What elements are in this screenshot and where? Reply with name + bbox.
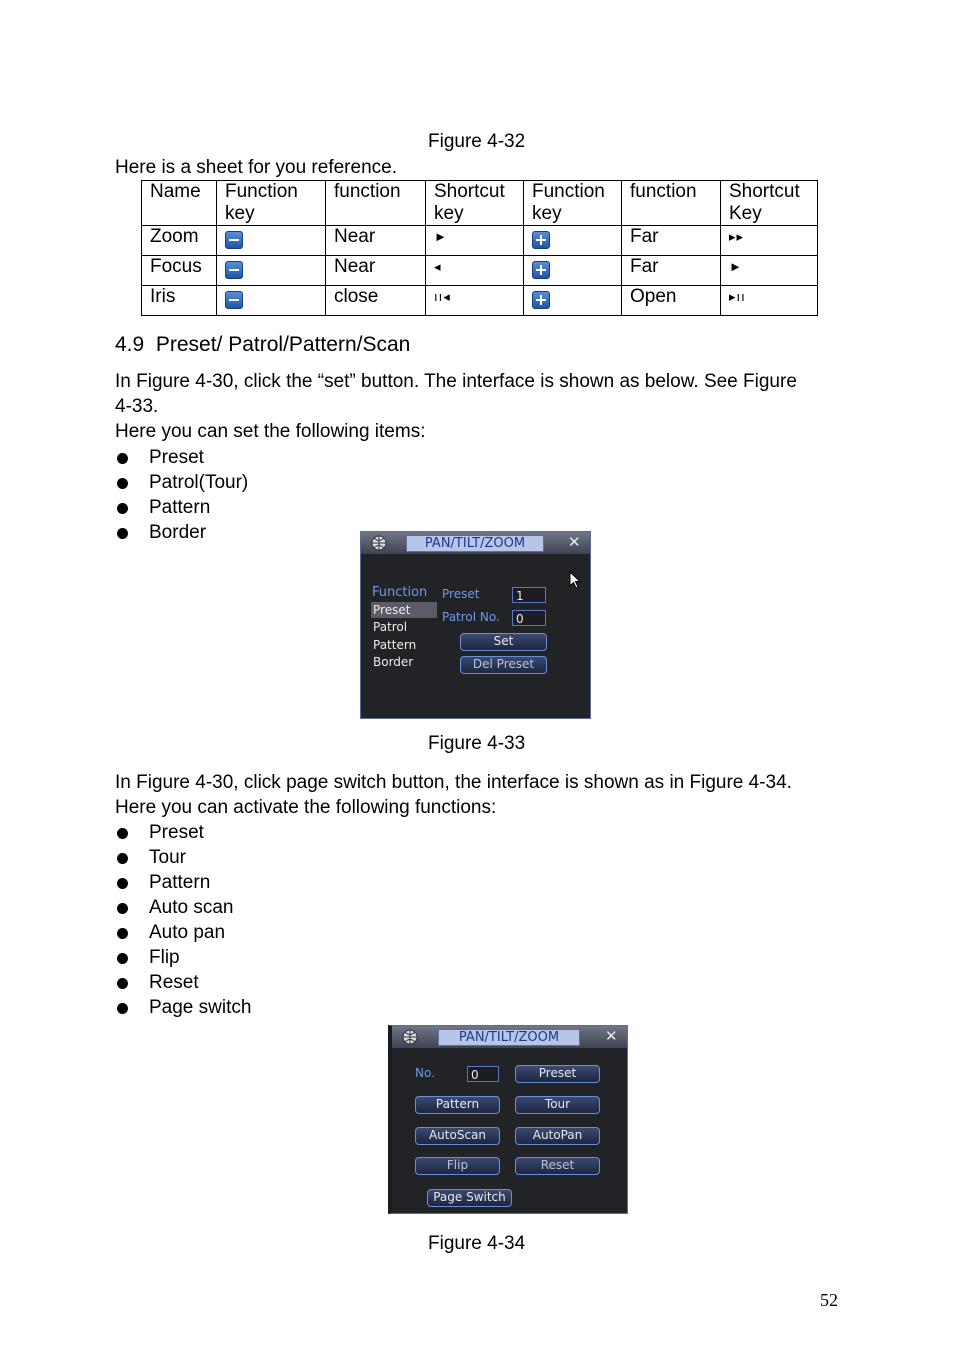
row-name: Iris	[142, 286, 217, 316]
function-cell: Open	[622, 286, 721, 316]
preset-button[interactable]: Preset	[515, 1065, 600, 1083]
function-cell: close	[326, 286, 426, 316]
header-cell: Shortcut key	[426, 181, 524, 226]
table-row	[142, 226, 818, 256]
functions-list	[115, 820, 251, 1020]
list-item: Flip	[115, 945, 251, 970]
paragraph-line: Here you can set the following items:	[115, 421, 426, 442]
function-cell: Near	[326, 256, 426, 286]
header-cell: function	[326, 181, 426, 226]
list-item: Reset	[115, 970, 251, 995]
page-switch-button[interactable]: Page Switch	[427, 1189, 512, 1207]
header-cell: Name	[142, 181, 217, 226]
section-heading: 4.9 Preset/ Patrol/Pattern/Scan	[115, 333, 411, 356]
paragraph-line: 4-33.	[115, 396, 159, 417]
plus-icon	[532, 261, 550, 279]
paragraph-line: In Figure 4-30, click page switch button, the interface is shown as in Figure 4-34.	[115, 772, 792, 793]
list-item: Patrol(Tour)	[115, 470, 248, 495]
shortcut-cell: ▸▸	[721, 226, 818, 256]
minus-icon	[225, 231, 243, 249]
dialog-title-bar	[392, 1026, 627, 1048]
no-label: No.	[415, 1066, 435, 1080]
ptz-set-dialog	[360, 531, 591, 719]
shortcut-cell: ıı◂	[426, 286, 524, 316]
intro-text: Here is a sheet for you reference.	[115, 157, 397, 178]
globe-icon	[369, 534, 389, 552]
function-key-cell	[524, 256, 622, 286]
dialog-title-bar	[361, 532, 590, 554]
patrol-no-input[interactable]: 0	[512, 610, 546, 626]
list-item: Pattern	[115, 495, 248, 520]
ptz-page-switch-dialog	[388, 1025, 628, 1214]
set-button[interactable]: Set	[460, 633, 547, 651]
menu-item-patrol[interactable]: Patrol	[373, 620, 408, 634]
globe-icon	[400, 1028, 420, 1046]
preset-input[interactable]: 1	[512, 587, 546, 603]
table-row	[142, 256, 818, 286]
plus-icon	[532, 291, 550, 309]
shortcut-cell: ▸ıı	[721, 286, 818, 316]
menu-item-pattern[interactable]: Pattern	[373, 638, 417, 652]
autopan-button[interactable]: AutoPan	[515, 1127, 600, 1145]
reset-button[interactable]: Reset	[515, 1157, 600, 1175]
dialog-title: PAN/TILT/ZOOM	[406, 535, 544, 552]
dialog-title: PAN/TILT/ZOOM	[438, 1029, 580, 1046]
tour-button[interactable]: Tour	[515, 1096, 600, 1114]
list-item: Auto scan	[115, 895, 251, 920]
function-cell: Far	[622, 256, 721, 286]
figure-caption-4-33: Figure 4-33	[428, 733, 526, 754]
menu-item-preset[interactable]: Preset	[373, 603, 411, 617]
plus-icon	[532, 231, 550, 249]
table-header-row	[142, 181, 818, 226]
list-item: Pattern	[115, 870, 251, 895]
header-cell: Function key	[524, 181, 622, 226]
minus-icon	[225, 291, 243, 309]
row-name: Focus	[142, 256, 217, 286]
function-key-cell	[524, 286, 622, 316]
preset-label: Preset	[442, 587, 480, 601]
function-cell: Far	[622, 226, 721, 256]
paragraph-line: In Figure 4-30, click the “set” button. The interface is shown as below. See Figure	[115, 371, 797, 392]
page-number: 52	[820, 1290, 838, 1310]
figure-caption-4-32: Figure 4-32	[428, 131, 526, 152]
pattern-button[interactable]: Pattern	[415, 1096, 500, 1114]
header-cell: Shortcut Key	[721, 181, 818, 226]
function-key-cell	[217, 256, 326, 286]
function-key-cell	[217, 286, 326, 316]
header-cell: function	[622, 181, 721, 226]
minus-icon	[225, 261, 243, 279]
header-cell: Function key	[217, 181, 326, 226]
list-item: Preset	[115, 820, 251, 845]
shortcut-cell: ◂	[426, 256, 524, 286]
function-key-cell	[524, 226, 622, 256]
paragraph-line: Here you can activate the following functions:	[115, 797, 497, 818]
list-item: Page switch	[115, 995, 251, 1020]
list-item: Border	[115, 520, 248, 545]
menu-item-border[interactable]: Border	[373, 655, 414, 669]
close-icon[interactable]: ✕	[568, 533, 581, 551]
flip-button[interactable]: Flip	[415, 1157, 500, 1175]
autoscan-button[interactable]: AutoScan	[415, 1127, 500, 1145]
table-row	[142, 286, 818, 316]
function-key-cell	[217, 226, 326, 256]
cursor-icon	[569, 571, 581, 589]
shortcut-cell: ►	[721, 256, 818, 286]
function-menu-heading: Function	[372, 585, 428, 600]
del-preset-button[interactable]: Del Preset	[460, 656, 547, 674]
figure-caption-4-34: Figure 4-34	[428, 1233, 526, 1254]
patrol-no-label: Patrol No.	[442, 610, 500, 624]
list-item: Auto pan	[115, 920, 251, 945]
no-input[interactable]: 0	[467, 1066, 499, 1082]
shortcut-cell: ►	[426, 226, 524, 256]
row-name: Zoom	[142, 226, 217, 256]
function-cell: Near	[326, 226, 426, 256]
settings-items-list	[115, 445, 248, 545]
close-icon[interactable]: ✕	[605, 1027, 618, 1045]
list-item: Tour	[115, 845, 251, 870]
list-item: Preset	[115, 445, 248, 470]
shortcut-reference-table	[141, 180, 818, 316]
